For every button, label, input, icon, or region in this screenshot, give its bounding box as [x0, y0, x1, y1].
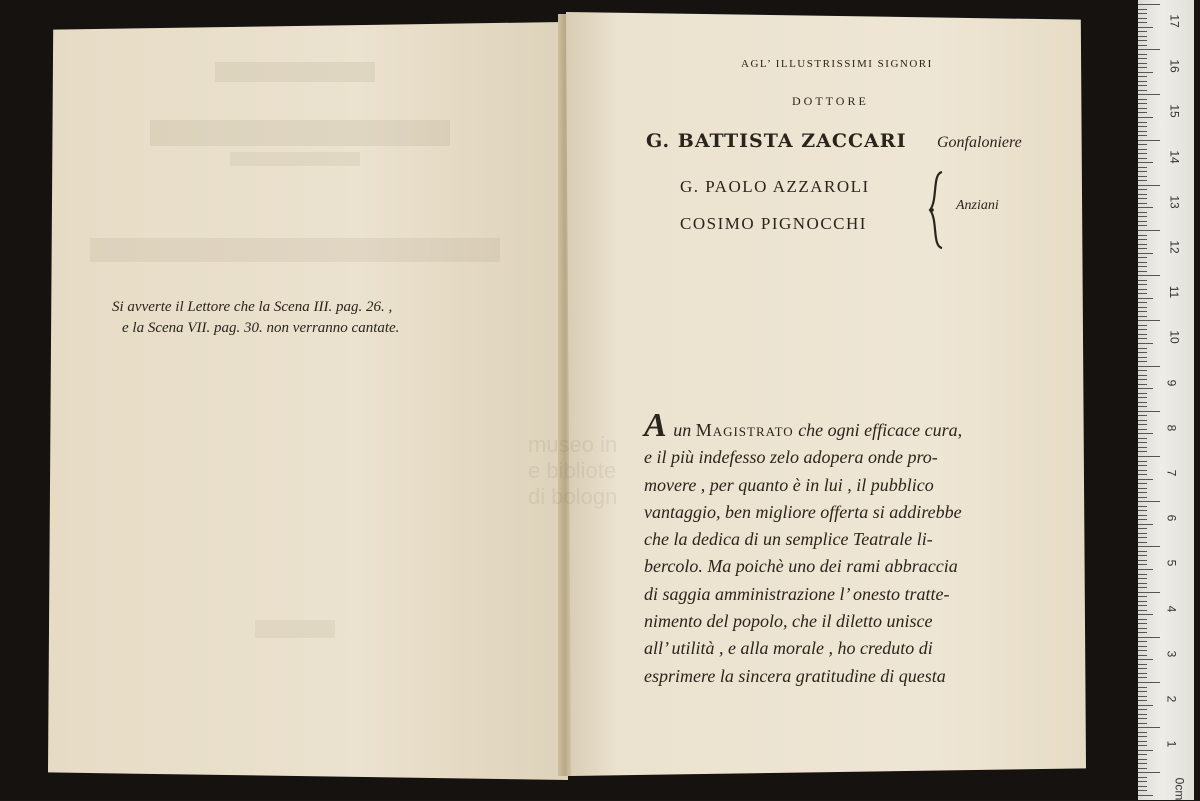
ruler-tick [1138, 433, 1153, 434]
ruler-tick [1138, 528, 1147, 529]
ruler-tick [1138, 420, 1147, 421]
ruler-tick [1138, 257, 1147, 258]
ruler-tick [1138, 280, 1147, 281]
show-through-bar-2 [150, 120, 450, 146]
ruler-tick [1138, 158, 1147, 159]
ruler-tick [1138, 67, 1147, 68]
ruler-tick [1138, 470, 1147, 471]
ruler-label: 14 [1167, 149, 1182, 164]
ruler-tick [1138, 718, 1147, 719]
ruler-tick [1138, 388, 1153, 389]
body-line: che la dedica di un semplice Teatrale li- [644, 529, 933, 550]
measuring-ruler [1138, 0, 1194, 800]
gonfaloniere-name: G. BATTISTA ZACCARI [646, 130, 907, 152]
ruler-tick [1138, 483, 1147, 484]
watermark-line-2: e bibliote [528, 458, 617, 483]
ruler-tick [1138, 673, 1147, 674]
ruler-tick [1138, 786, 1147, 787]
ruler-tick [1138, 641, 1147, 642]
ruler-label: 2 [1164, 695, 1179, 703]
ruler-tick [1138, 438, 1147, 439]
ruler-label: 7 [1164, 469, 1179, 477]
ruler-tick [1138, 9, 1147, 10]
ruler-tick [1138, 149, 1147, 150]
ruler-tick [1138, 745, 1147, 746]
ruler-tick [1138, 592, 1160, 593]
ruler-label: 8 [1164, 424, 1179, 432]
ruler-tick [1138, 248, 1147, 249]
ruler-tick [1138, 564, 1147, 565]
watermark-line-1: museo in [528, 432, 618, 457]
ruler-tick [1138, 578, 1147, 579]
dedication-intro: AGL’ ILLUSTRISSIMI SIGNORI [741, 58, 933, 70]
ruler-tick [1138, 736, 1147, 737]
ruler-label: 10 [1167, 330, 1182, 345]
ruler-tick [1138, 361, 1147, 362]
notice-line-1: Si avverte il Lettore che la Scena III. pag. 26. , [112, 299, 393, 315]
ruler-tick [1138, 560, 1147, 561]
ruler-tick [1138, 162, 1153, 163]
body-line: all’ utilità , e alla morale , ho creduto di [644, 638, 933, 659]
ruler-tick [1138, 375, 1147, 376]
ruler-tick [1138, 759, 1147, 760]
ruler-tick [1138, 334, 1147, 335]
ruler-tick [1138, 311, 1147, 312]
ruler-tick [1138, 103, 1147, 104]
ruler-tick [1138, 167, 1147, 168]
ruler-tick [1138, 524, 1153, 525]
ruler-label: 6 [1164, 514, 1179, 522]
ruler-tick [1138, 402, 1147, 403]
body-small-caps: Magistrato [695, 420, 794, 440]
ruler-tick [1138, 203, 1147, 204]
ruler-tick [1138, 379, 1147, 380]
ruler-tick [1138, 605, 1147, 606]
ruler-tick [1138, 325, 1147, 326]
ruler-tick [1138, 533, 1147, 534]
ruler-tick [1138, 415, 1147, 416]
ruler-tick [1138, 587, 1147, 588]
ruler-tick [1138, 212, 1147, 213]
ruler-tick [1138, 461, 1147, 462]
ruler-tick [1138, 235, 1147, 236]
ruler-tick [1138, 442, 1147, 443]
curly-brace-icon [926, 170, 946, 250]
ruler-tick [1138, 18, 1147, 19]
ruler-tick [1138, 650, 1147, 651]
show-through-bar-4 [90, 238, 500, 262]
ruler-tick [1138, 655, 1147, 656]
ruler-tick [1138, 90, 1147, 91]
ruler-tick [1138, 207, 1153, 208]
ruler-tick [1138, 370, 1147, 371]
ruler-tick [1138, 393, 1147, 394]
ruler-label: 1 [1164, 740, 1179, 748]
ruler-label: 0cm [1172, 778, 1187, 801]
ruler-tick [1138, 451, 1147, 452]
ruler-tick [1138, 45, 1147, 46]
ruler-tick [1138, 357, 1147, 358]
ruler-tick [1138, 727, 1160, 728]
ruler-tick [1138, 171, 1147, 172]
ruler-tick [1138, 601, 1147, 602]
ruler-tick [1138, 153, 1147, 154]
ruler-tick [1138, 492, 1147, 493]
ruler-tick [1138, 583, 1147, 584]
ruler-tick [1138, 790, 1147, 791]
ruler-tick [1138, 456, 1160, 457]
ruler-tick [1138, 596, 1147, 597]
ruler-tick [1138, 447, 1147, 448]
ruler-tick [1138, 488, 1147, 489]
ruler-tick [1138, 397, 1147, 398]
ruler-tick [1138, 741, 1147, 742]
ruler-tick [1138, 94, 1160, 95]
ruler-tick [1138, 85, 1147, 86]
ruler-tick [1138, 117, 1153, 118]
ruler-tick [1138, 696, 1147, 697]
ruler-tick [1138, 424, 1147, 425]
ruler-tick [1138, 705, 1153, 706]
ruler-tick [1138, 465, 1147, 466]
ruler-label: 9 [1164, 379, 1179, 386]
ruler-tick [1138, 610, 1147, 611]
body-line: esprimere la sincera gratitudine di questa [644, 665, 946, 686]
ruler-tick [1138, 555, 1147, 556]
ruler-tick [1138, 302, 1147, 303]
ruler-tick [1138, 54, 1147, 55]
body-line-first [644, 407, 1034, 444]
ruler-tick [1138, 293, 1147, 294]
body-line-first-a: un [668, 420, 696, 440]
ruler-tick [1138, 515, 1147, 516]
show-through-bar-5 [255, 620, 335, 638]
ruler-tick [1138, 700, 1147, 701]
ruler-tick [1138, 768, 1147, 769]
ruler-tick [1138, 194, 1147, 195]
ruler-tick [1138, 777, 1147, 778]
ruler-tick [1138, 723, 1147, 724]
ruler-tick [1138, 36, 1147, 37]
ruler-tick [1138, 40, 1147, 41]
ruler-tick [1138, 266, 1147, 267]
ruler-tick [1138, 112, 1147, 113]
ruler-tick [1138, 619, 1147, 620]
ruler-tick [1138, 429, 1147, 430]
ruler-tick [1138, 140, 1160, 141]
body-line: movere , per quanto è in lui , il pubblico [644, 474, 934, 495]
dedication-body [644, 407, 1034, 690]
ruler-label: 13 [1167, 195, 1182, 209]
gonfaloniere-title: Gonfaloniere [937, 134, 1022, 151]
show-through-bar-3 [230, 152, 360, 166]
ruler-tick [1138, 307, 1147, 308]
body-line: e il più indefesso zelo adopera onde pro- [644, 447, 938, 468]
body-line: bercolo. Ma poichè uno dei rami abbraccia [644, 556, 958, 577]
ruler-tick [1138, 384, 1147, 385]
ruler-tick [1138, 795, 1153, 796]
body-line: vantaggio, ben migliore offerta si addirebbe [644, 501, 962, 522]
ruler-label: 11 [1167, 285, 1182, 299]
ruler-tick [1138, 691, 1147, 692]
ruler-tick [1138, 754, 1147, 755]
ruler-tick [1138, 677, 1147, 678]
dottore-heading: DOTTORE [792, 94, 869, 108]
anziano-2: COSIMO PIGNOCCHI [680, 214, 867, 233]
ruler-tick [1138, 131, 1147, 132]
ruler-tick [1138, 732, 1147, 733]
ruler-tick [1138, 338, 1147, 339]
ruler-tick [1138, 49, 1160, 50]
ruler-tick [1138, 13, 1147, 14]
ruler-tick [1138, 244, 1147, 245]
ruler-tick [1138, 542, 1147, 543]
ruler-tick [1138, 27, 1153, 28]
ruler-tick [1138, 501, 1160, 502]
ruler-tick [1138, 22, 1147, 23]
ruler-tick [1138, 58, 1147, 59]
ruler-tick [1138, 569, 1153, 570]
body-line: nimento del popolo, che il diletto unisce [644, 611, 933, 632]
ruler-tick [1138, 551, 1147, 552]
ruler-tick [1138, 763, 1147, 764]
ruler-tick [1138, 772, 1160, 773]
ruler-tick [1138, 537, 1147, 538]
ruler-tick [1138, 198, 1147, 199]
ruler-tick [1138, 189, 1147, 190]
ruler-tick [1138, 289, 1147, 290]
notice-line-2: e la Scena VII. pag. 30. non verranno cantate. [122, 320, 400, 336]
ruler-tick [1138, 76, 1147, 77]
ruler-tick [1138, 781, 1147, 782]
ruler-tick [1138, 122, 1147, 123]
anziani-title: Anziani [956, 198, 999, 213]
ruler-tick [1138, 216, 1147, 217]
ruler-label: 12 [1167, 240, 1182, 254]
body-line-first-b: che ogni efficace cura, [793, 420, 963, 440]
ruler-tick [1138, 4, 1160, 5]
ruler-tick [1138, 253, 1153, 254]
ruler-label: 16 [1167, 59, 1182, 73]
ruler-tick [1138, 316, 1147, 317]
ruler-label: 5 [1164, 560, 1179, 567]
ruler-tick [1138, 406, 1147, 407]
show-through-bar-1 [215, 62, 375, 82]
ruler-tick [1138, 275, 1160, 276]
ruler-tick [1138, 320, 1160, 321]
ruler-tick [1138, 714, 1147, 715]
ruler-tick [1138, 628, 1147, 629]
ruler-tick [1138, 614, 1153, 615]
ruler-tick [1138, 659, 1153, 660]
ruler-tick [1138, 506, 1147, 507]
ruler-tick [1138, 108, 1147, 109]
body-line: di saggia amministrazione l’ onesto tratte- [644, 583, 950, 604]
ruler-tick [1138, 230, 1160, 231]
ruler-tick [1138, 126, 1147, 127]
ruler-tick [1138, 623, 1147, 624]
ruler-tick [1138, 682, 1160, 683]
watermark-line-3: di bologn [528, 484, 618, 509]
ruler-tick [1138, 180, 1147, 181]
drop-cap: A [644, 407, 667, 444]
ruler-tick [1138, 646, 1147, 647]
ruler-tick [1138, 546, 1160, 547]
ruler-tick [1138, 479, 1153, 480]
ruler-tick [1138, 510, 1147, 511]
ruler-tick [1138, 271, 1147, 272]
ruler-tick [1138, 31, 1147, 32]
ruler-tick [1138, 81, 1147, 82]
ruler-tick [1138, 284, 1147, 285]
anziano-1: G. PAOLO AZZAROLI [680, 177, 870, 196]
ruler-tick [1138, 329, 1147, 330]
ruler-tick [1138, 632, 1147, 633]
ruler-label: 3 [1164, 650, 1179, 658]
ruler-tick [1138, 348, 1147, 349]
ruler-tick [1138, 474, 1147, 475]
ruler-tick [1138, 144, 1147, 145]
ruler-tick [1138, 637, 1160, 638]
ruler-tick [1138, 519, 1147, 520]
ruler-tick [1138, 99, 1147, 100]
ruler-label: 15 [1167, 104, 1182, 119]
ruler-tick [1138, 298, 1153, 299]
ruler-tick [1138, 352, 1147, 353]
ruler-tick [1138, 366, 1160, 367]
ruler-tick [1138, 225, 1147, 226]
ruler-tick [1138, 135, 1147, 136]
ruler-tick [1138, 221, 1147, 222]
ruler-tick [1138, 72, 1153, 73]
ruler-tick [1138, 343, 1153, 344]
ruler-tick [1138, 262, 1147, 263]
ruler-tick [1138, 668, 1147, 669]
ruler-tick [1138, 750, 1153, 751]
ruler-tick [1138, 709, 1147, 710]
ruler-tick [1138, 411, 1160, 412]
ruler-tick [1138, 63, 1147, 64]
ruler-tick [1138, 574, 1147, 575]
ruler-tick [1138, 176, 1147, 177]
ruler-label: 4 [1164, 605, 1179, 612]
ruler-tick [1138, 239, 1147, 240]
ruler-tick [1138, 664, 1147, 665]
ruler-tick [1138, 687, 1147, 688]
ruler-label: 17 [1167, 14, 1182, 28]
ruler-tick [1138, 497, 1147, 498]
ruler-tick [1138, 185, 1160, 186]
